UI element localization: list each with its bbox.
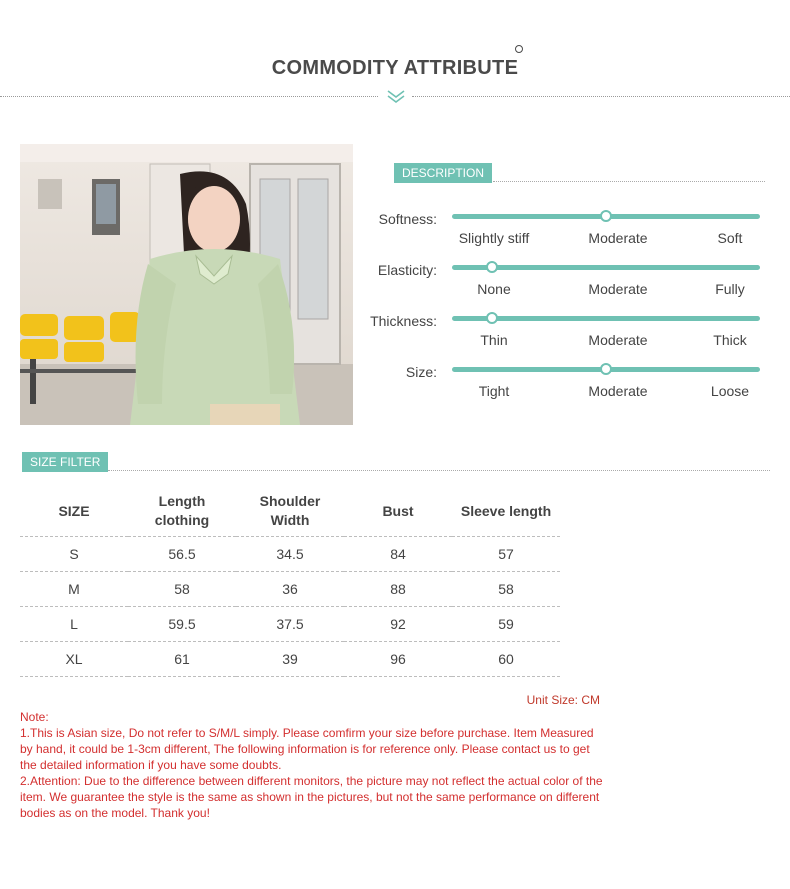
table-cell: 96 (344, 642, 452, 677)
table-cell: 37.5 (236, 607, 344, 642)
attribute-option: Moderate (588, 383, 648, 399)
table-cell: 58 (128, 572, 236, 607)
table-cell: 84 (344, 537, 452, 572)
attribute-option: Soft (717, 230, 743, 246)
slider-knob[interactable] (600, 210, 612, 222)
header-divider-right (412, 96, 790, 97)
degree-mark-icon (515, 45, 523, 53)
note-line-2: 2.Attention: Due to the difference between different monitors, the picture may not reflect the actual color of the item. We guarantee the style is the same as shown in the pictures, but not the same performance on different bodies as on the model. Thank you! (20, 774, 603, 820)
table-cell: 36 (236, 572, 344, 607)
attribute-option: Moderate (588, 332, 648, 348)
table-cell: L (20, 607, 128, 642)
table-cell: 88 (344, 572, 452, 607)
table-row (20, 537, 560, 572)
attribute-slider[interactable] (452, 265, 760, 270)
table-cell: 56.5 (128, 537, 236, 572)
note-line-1: 1.This is Asian size, Do not refer to S/M/L simply. Please comfirm your size before purchase. Item Measured by hand, it could be 1-3cm different, The following information is for reference only. Please contact us to get the detailed information if you have some doubts. (20, 726, 594, 772)
product-photo (20, 144, 353, 425)
size-table-column-header: Bust (344, 486, 452, 537)
table-cell: XL (20, 642, 128, 677)
table-cell: S (20, 537, 128, 572)
table-cell: 59 (452, 607, 560, 642)
table-cell: 60 (452, 642, 560, 677)
description-tag-line (493, 181, 765, 182)
table-cell: 34.5 (236, 537, 344, 572)
slider-knob[interactable] (600, 363, 612, 375)
slider-knob[interactable] (486, 261, 498, 273)
size-table-column-header: Length clothing (128, 486, 236, 537)
page-title: COMMODITY ATTRIBUTE (271, 57, 519, 79)
attribute-option: Tight (478, 383, 510, 399)
size-table-column-header: SIZE (20, 486, 128, 537)
table-cell: 57 (452, 537, 560, 572)
notes-title: Note: (20, 710, 49, 724)
size-filter-tag: SIZE FILTER (22, 452, 108, 472)
attribute-option: None (477, 281, 511, 297)
size-table-column-header: Shoulder Width (236, 486, 344, 537)
unit-label: Unit Size: CM (526, 693, 600, 707)
size-table (20, 486, 560, 677)
attribute-option: Thick (713, 332, 747, 348)
attribute-option: Moderate (588, 230, 648, 246)
notes (20, 709, 605, 821)
description-tag: DESCRIPTION (394, 163, 492, 183)
attribute-label: Thickness: (370, 313, 437, 329)
size-table-header (20, 486, 560, 537)
attribute-label: Elasticity: (377, 262, 437, 278)
attribute-option: Loose (710, 383, 750, 399)
attribute-slider[interactable] (452, 316, 760, 321)
table-row (20, 572, 560, 607)
table-cell: 59.5 (128, 607, 236, 642)
double-chevron-down-icon (386, 88, 406, 106)
attribute-label: Softness: (378, 211, 437, 227)
size-table-column-header: Sleeve length (452, 486, 560, 537)
table-cell: M (20, 572, 128, 607)
attribute-option: Slightly stiff (458, 230, 530, 246)
table-cell: 58 (452, 572, 560, 607)
attribute-slider[interactable] (452, 214, 760, 219)
table-cell: 39 (236, 642, 344, 677)
table-row (20, 642, 560, 677)
attribute-slider[interactable] (452, 367, 760, 372)
attribute-option: Moderate (588, 281, 648, 297)
attribute-option: Thin (480, 332, 508, 348)
table-cell: 61 (128, 642, 236, 677)
attribute-option: Fully (715, 281, 745, 297)
table-row (20, 607, 560, 642)
attribute-label: Size: (405, 364, 437, 380)
header-divider-left (0, 96, 378, 97)
size-filter-tag-line (108, 470, 770, 471)
table-cell: 92 (344, 607, 452, 642)
slider-knob[interactable] (486, 312, 498, 324)
